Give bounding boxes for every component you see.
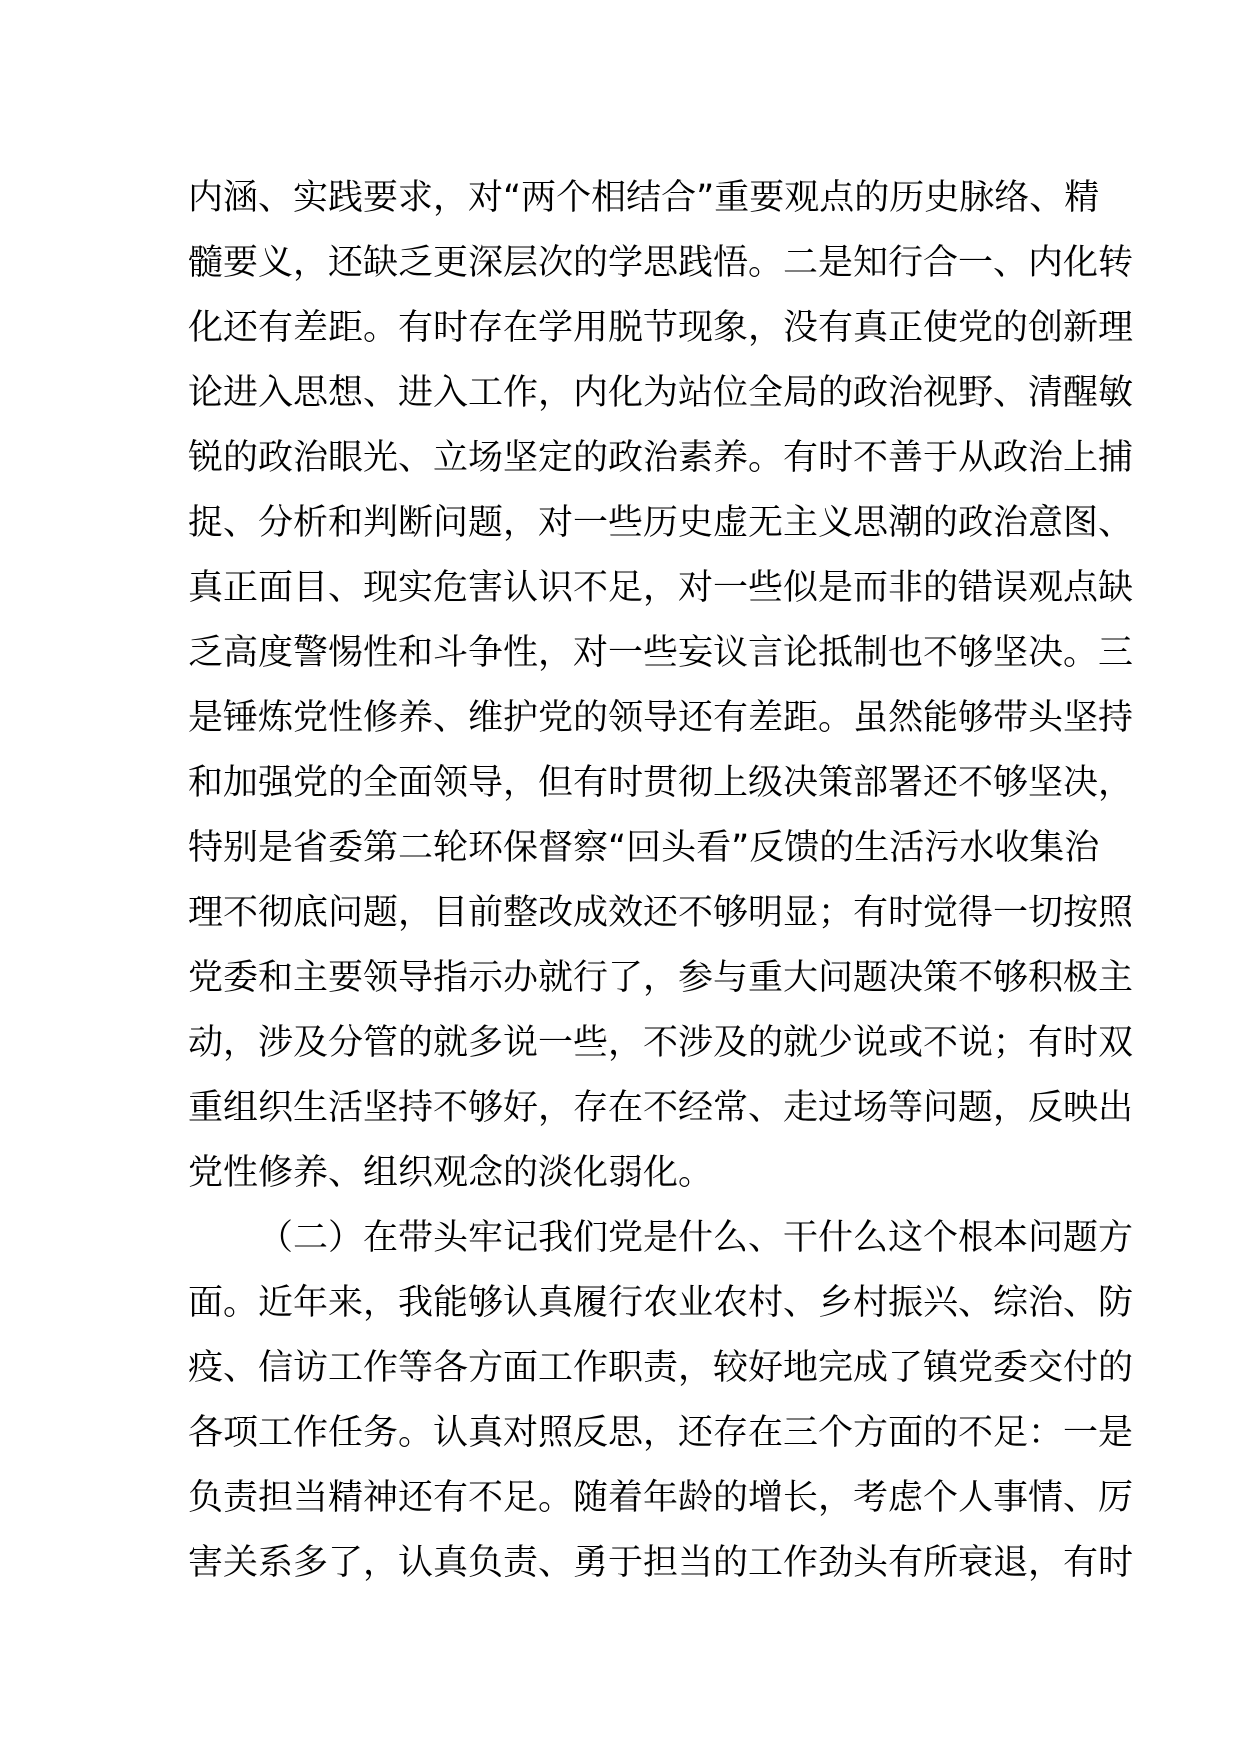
paragraph-line: 化还有差距。有时存在学用脱节现象，没有真正使党的创新理 — [188, 308, 1134, 348]
paragraph-line: 面。近年来，我能够认真履行农业农村、乡村振兴、综治、防 — [188, 1283, 1134, 1323]
paragraph-line: （二）在带头牢记我们党是什么、干什么这个根本问题方 — [258, 1218, 1134, 1258]
paragraph-1 — [188, 166, 1134, 1206]
paragraph-line: 锐的政治眼光、立场坚定的政治素养。有时不善于从政治上捕 — [188, 438, 1134, 478]
paragraph-line: 特别是省委第二轮环保督察“回头看”反馈的生活污水收集治 — [188, 828, 1100, 868]
paragraph-line: 害关系多了，认真负责、勇于担当的工作劲头有所衰退，有时 — [188, 1543, 1134, 1583]
paragraph-line: 和加强党的全面领导，但有时贯彻上级决策部署还不够坚决， — [188, 763, 1134, 803]
paragraph-line: 重组织生活坚持不够好，存在不经常、走过场等问题，反映出 — [188, 1088, 1134, 1128]
paragraph-line: 理不彻底问题，目前整改成效还不够明显；有时觉得一切按照 — [188, 893, 1134, 933]
paragraph-line: 捉、分析和判断问题，对一些历史虚无主义思潮的政治意图、 — [188, 503, 1134, 543]
paragraph-line: 论进入思想、进入工作，内化为站位全局的政治视野、清醒敏 — [188, 373, 1134, 413]
paragraph-line: 党性修养、组织观念的淡化弱化。 — [188, 1153, 714, 1193]
paragraph-line: 内涵、实践要求，对“两个相结合”重要观点的历史脉络、精 — [188, 178, 1100, 218]
paragraph-line: 乏高度警惕性和斗争性，对一些妄议言论抵制也不够坚决。三 — [188, 633, 1134, 673]
paragraph-line: 动，涉及分管的就多说一些，不涉及的就少说或不说；有时双 — [188, 1023, 1134, 1063]
paragraph-line: 各项工作任务。认真对照反思，还存在三个方面的不足：一是 — [188, 1413, 1134, 1453]
paragraph-line: 髓要义，还缺乏更深层次的学思践悟。二是知行合一、内化转 — [188, 243, 1134, 283]
paragraph-line: 负责担当精神还有不足。随着年龄的增长，考虑个人事情、厉 — [188, 1478, 1134, 1518]
paragraph-line: 疫、信访工作等各方面工作职责，较好地完成了镇党委交付的 — [188, 1348, 1134, 1388]
document-body — [188, 166, 1134, 1596]
paragraph-line: 党委和主要领导指示办就行了，参与重大问题决策不够积极主 — [188, 958, 1134, 998]
paragraph-line: 是锤炼党性修养、维护党的领导还有差距。虽然能够带头坚持 — [188, 698, 1134, 738]
paragraph-2 — [188, 1206, 1134, 1596]
paragraph-line: 真正面目、现实危害认识不足，对一些似是而非的错误观点缺 — [188, 568, 1134, 608]
